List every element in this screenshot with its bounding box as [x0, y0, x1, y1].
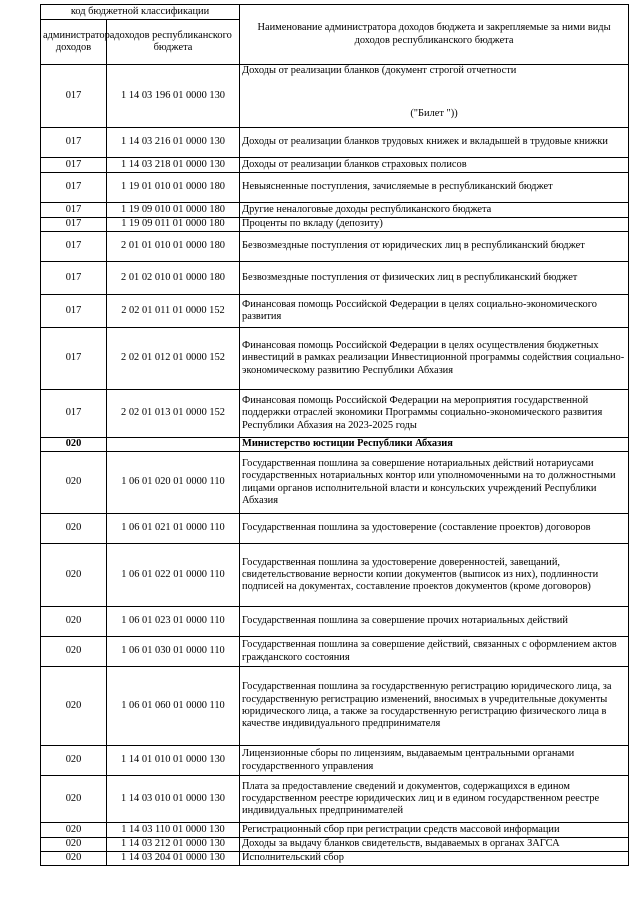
- income-name-cell: Финансовая помощь Российской Федерации на мероприятия государственной поддержки отраслей экономики Программы социально-экономического развития Республики Абхазия на 2023-2025 годы: [240, 390, 629, 438]
- admin-code-cell: 017: [41, 218, 107, 232]
- income-code-cell: 1 19 09 010 01 0000 180: [107, 203, 240, 218]
- table-row: [41, 452, 629, 514]
- admin-code-cell: 017: [41, 158, 107, 173]
- income-code-cell: [107, 438, 240, 452]
- admin-code-cell: 020: [41, 438, 107, 452]
- table-row: [41, 65, 629, 128]
- income-code-cell: 1 14 03 212 01 0000 130: [107, 838, 240, 852]
- income-name-cell: Государственная пошлина за государственную регистрацию юридического лица, за государственную регистрацию изменений, вносимых в учредительные документы юридического лица, а также за государственную регистрацию физического лица в качестве индивидуального предпринимателя: [240, 667, 629, 746]
- admin-code-cell: 017: [41, 173, 107, 203]
- table-row: [41, 232, 629, 262]
- header-classification-code: код бюджетной классификации: [41, 5, 240, 20]
- income-name-cell: Безвозмездные поступления от физических лиц в республиканский бюджет: [240, 262, 629, 295]
- header-row-group: [41, 5, 629, 20]
- income-code-cell: 1 14 03 196 01 0000 130: [107, 65, 240, 128]
- income-name-cell: Плата за предоставление сведений и документов, содержащихся в едином государственном реестре юридических лиц и в едином государственном реестре индивидуальных предпринимателей: [240, 776, 629, 823]
- income-name-cell: Государственная пошлина за совершение нотариальных действий нотариусами государственных нотариальных контор или уполномоченными на то должностными лицами органов исполнительной власти и консульских учреждений Республики Абхазия: [240, 452, 629, 514]
- admin-code-cell: 020: [41, 823, 107, 838]
- admin-code-cell: 017: [41, 232, 107, 262]
- table-row: [41, 295, 629, 328]
- admin-code-cell: 017: [41, 203, 107, 218]
- table-row: [41, 262, 629, 295]
- header-name-column: Наименование администратора доходов бюджета и закрепляемые за ними виды доходов республиканского бюджета: [240, 5, 629, 65]
- table-row: [41, 544, 629, 607]
- income-code-cell: 2 01 01 010 01 0000 180: [107, 232, 240, 262]
- table-row: [41, 514, 629, 544]
- income-code-cell: 1 06 01 020 01 0000 110: [107, 452, 240, 514]
- budget-classification-table: [40, 4, 629, 866]
- table-row: [41, 128, 629, 158]
- income-code-cell: 1 06 01 022 01 0000 110: [107, 544, 240, 607]
- income-code-cell: 1 14 03 204 01 0000 130: [107, 852, 240, 866]
- admin-code-cell: 020: [41, 838, 107, 852]
- income-name-cell: Исполнительский сбор: [240, 852, 629, 866]
- income-name-cell: Финансовая помощь Российской Федерации в целях социально-экономического развития: [240, 295, 629, 328]
- table-row: [41, 328, 629, 390]
- income-code-cell: 1 14 03 010 01 0000 130: [107, 776, 240, 823]
- admin-code-cell: 020: [41, 667, 107, 746]
- admin-code-cell: 017: [41, 262, 107, 295]
- admin-code-cell: 020: [41, 514, 107, 544]
- admin-code-cell: 017: [41, 328, 107, 390]
- income-code-cell: 1 06 01 060 01 0000 110: [107, 667, 240, 746]
- table-row: [41, 203, 629, 218]
- admin-code-cell: 017: [41, 390, 107, 438]
- income-name-line-1: Доходы от реализации бланков (документ строгой отчетности: [242, 65, 517, 76]
- income-name-cell: [240, 65, 629, 128]
- income-code-cell: 1 06 01 030 01 0000 110: [107, 637, 240, 667]
- table-row: [41, 852, 629, 866]
- income-code-cell: 1 06 01 021 01 0000 110: [107, 514, 240, 544]
- table-row: [41, 637, 629, 667]
- header-income-column: доходов республиканского бюджета: [107, 20, 240, 65]
- income-name-cell: Невыясненные поступления, зачисляемые в республиканский бюджет: [240, 173, 629, 203]
- income-name-cell: Проценты по вкладу (депозиту): [240, 218, 629, 232]
- income-code-cell: 2 02 01 011 01 0000 152: [107, 295, 240, 328]
- admin-code-cell: 017: [41, 128, 107, 158]
- income-code-cell: 2 01 02 010 01 0000 180: [107, 262, 240, 295]
- admin-code-cell: 020: [41, 852, 107, 866]
- header-admin-column: администратора доходов: [41, 20, 107, 65]
- admin-code-cell: 020: [41, 544, 107, 607]
- table-row: [41, 776, 629, 823]
- income-name-cell: Доходы за выдачу бланков свидетельств, выдаваемых в органах ЗАГСА: [240, 838, 629, 852]
- income-name-cell: Доходы от реализации бланков трудовых книжек и вкладышей в трудовые книжки: [240, 128, 629, 158]
- admin-code-cell: 017: [41, 65, 107, 128]
- income-name-cell: Другие неналоговые доходы республиканского бюджета: [240, 203, 629, 218]
- admin-code-cell: 020: [41, 776, 107, 823]
- income-code-cell: 1 06 01 023 01 0000 110: [107, 607, 240, 637]
- table-row: [41, 173, 629, 203]
- table-row: [41, 667, 629, 746]
- section-name-cell: Министерство юстиции Республики Абхазия: [240, 438, 629, 452]
- income-code-cell: 2 02 01 012 01 0000 152: [107, 328, 240, 390]
- admin-code-cell: 017: [41, 295, 107, 328]
- admin-code-cell: 020: [41, 637, 107, 667]
- income-name-cell: Безвозмездные поступления от юридических лиц в республиканский бюджет: [240, 232, 629, 262]
- income-name-cell: Доходы от реализации бланков страховых полисов: [240, 158, 629, 173]
- table-row: [41, 823, 629, 838]
- table-row: [41, 838, 629, 852]
- table-row: [41, 218, 629, 232]
- income-code-cell: 1 14 03 110 01 0000 130: [107, 823, 240, 838]
- section-row: [41, 438, 629, 452]
- income-name-cell: Государственная пошлина за удостоверение (составление проектов) договоров: [240, 514, 629, 544]
- table-row: [41, 607, 629, 637]
- income-name-cell: Финансовая помощь Российской Федерации в целях осуществления бюджетных инвестиций в рамках реализации Инвестиционной программы содействия социально-экономическому развитию Республики Абхазия: [240, 328, 629, 390]
- income-name-cell: Лицензионные сборы по лицензиям, выдаваемым центральными органами государственного управления: [240, 746, 629, 776]
- income-code-cell: 1 19 01 010 01 0000 180: [107, 173, 240, 203]
- income-name-line-2: ("Билет ")): [410, 108, 458, 120]
- admin-code-cell: 020: [41, 607, 107, 637]
- income-name-cell: Государственная пошлина за удостоверение доверенностей, завещаний, свидетельствование верности копии документов (выписок из них), подлинности подписей на документах, составление проектов документов (кроме договоров): [240, 544, 629, 607]
- income-code-cell: 1 14 01 010 01 0000 130: [107, 746, 240, 776]
- table-row: [41, 746, 629, 776]
- income-code-cell: 2 02 01 013 01 0000 152: [107, 390, 240, 438]
- table-row: [41, 158, 629, 173]
- income-code-cell: 1 19 09 011 01 0000 180: [107, 218, 240, 232]
- income-name-cell: Государственная пошлина за совершение действий, связанных с оформлением актов гражданского состояния: [240, 637, 629, 667]
- income-code-cell: 1 14 03 218 01 0000 130: [107, 158, 240, 173]
- income-name-cell: Государственная пошлина за совершение прочих нотариальных действий: [240, 607, 629, 637]
- admin-code-cell: 020: [41, 452, 107, 514]
- table-row: [41, 390, 629, 438]
- income-name-cell: Регистрационный сбор при регистрации средств массовой информации: [240, 823, 629, 838]
- income-code-cell: 1 14 03 216 01 0000 130: [107, 128, 240, 158]
- admin-code-cell: 020: [41, 746, 107, 776]
